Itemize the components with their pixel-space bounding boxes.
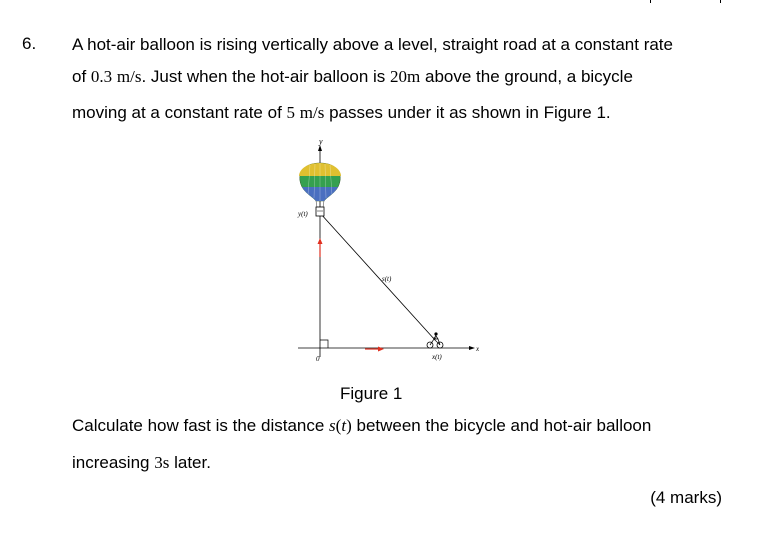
bicycle-velocity-arrowhead xyxy=(378,347,384,352)
marks-label: (4 marks) xyxy=(650,488,722,507)
bicycle-frame xyxy=(430,338,440,345)
x-axis-label: x xyxy=(476,345,480,353)
height-unit: m xyxy=(407,67,421,86)
balloon-velocity-arrowhead xyxy=(318,238,323,244)
text-increasing: increasing xyxy=(72,453,150,472)
distance-line xyxy=(320,213,435,340)
distance-fn-arg: t xyxy=(341,416,347,435)
rate-bicycle-unit: m/s xyxy=(299,103,325,122)
y-axis-label: y xyxy=(319,137,323,146)
text-of: of xyxy=(72,67,87,86)
distance-label: s(t) xyxy=(382,275,392,283)
question-line-3 xyxy=(72,103,611,123)
x-axis-arrow xyxy=(469,346,475,350)
figure-caption: Figure 1 xyxy=(340,384,403,403)
text-passes-under: passes under it as shown in Figure 1. xyxy=(329,103,611,122)
text-later: later. xyxy=(174,453,211,472)
origin-label: 0 xyxy=(316,355,320,363)
question-line-4 xyxy=(72,416,651,436)
text-calculate: Calculate how fast is the distance xyxy=(72,416,325,435)
corner-tick-left xyxy=(650,0,651,3)
text-just-when: . Just when the hot-air balloon is xyxy=(141,67,386,86)
question-line-5 xyxy=(72,453,211,473)
distance-fn-name: s xyxy=(329,416,336,435)
corner-tick-right xyxy=(720,0,721,3)
rate-balloon-value: 0.3 xyxy=(90,67,113,86)
bicycle-rider-body xyxy=(434,335,438,339)
bicycle-position-label: x(t) xyxy=(432,353,442,361)
question-number: 6. xyxy=(22,34,37,53)
question-line-1: A hot-air balloon is rising vertically above a level, straight road at a constant rate xyxy=(72,35,673,54)
figure-1-diagram xyxy=(280,135,490,375)
text-between: between the bicycle and hot-air balloon xyxy=(356,416,652,435)
height-value: 20 xyxy=(390,67,408,86)
text-moving-rate: moving at a constant rate of xyxy=(72,103,282,122)
balloon-rope-right xyxy=(323,201,324,207)
rate-balloon-unit: m/s xyxy=(116,67,142,86)
hot-air-balloon xyxy=(299,163,341,216)
distance-function: s(t) xyxy=(329,416,352,435)
time-unit: s xyxy=(162,453,170,472)
balloon-basket xyxy=(316,207,324,216)
balloon-height-label: y(t) xyxy=(298,210,308,218)
time-value: 3 xyxy=(154,453,163,472)
bicycle-icon xyxy=(427,332,443,348)
right-angle-marker xyxy=(320,340,328,348)
balloon-rope-left xyxy=(316,201,317,207)
text-above-ground: above the ground, a bicycle xyxy=(424,67,633,86)
rate-bicycle-value: 5 xyxy=(286,103,296,122)
question-line-2 xyxy=(72,67,633,87)
